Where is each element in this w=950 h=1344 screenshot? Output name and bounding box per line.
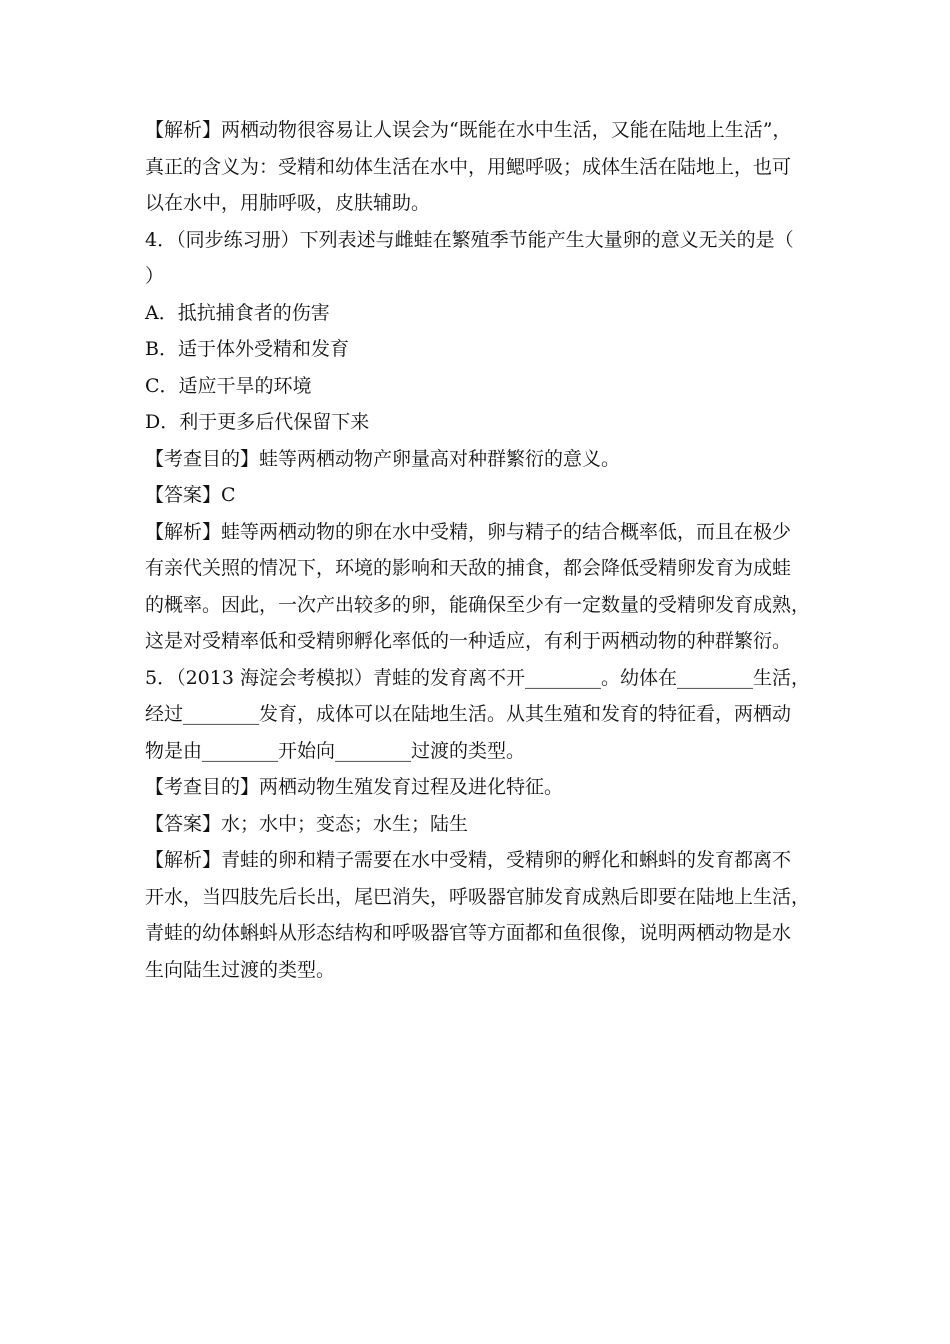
q4-stem-line-1: 4．（同步练习册）下列表述与雌蛙在繁殖季节能产生大量卵的意义无关的是（ [145,228,794,251]
q4-option-a: A．抵抗捕食者的伤害 [145,301,330,324]
q3-analysis [145,112,810,222]
q5-analysis [145,842,810,988]
q4-purpose: 【考查目的】蛙等两栖动物产卵量高对种群繁衍的意义。 [145,447,621,470]
q3-analysis-line-2: 真正的含义为：受精和幼体生活在水中，用鳃呼吸；成体生活在陆地上，也可 [145,155,792,178]
q3-analysis-line-1: 【解析】两栖动物很容易让人误会为“既能在水中生活，又能在陆地上生活”， [145,119,792,141]
q4-analysis-line-2: 有亲代关照的情况下，环境的影响和天敌的捕食，都会降低受精卵发育为成蛙 [145,557,792,579]
q5-stem-line-1: 5．（2013 海淀会考模拟）青蛙的发育离不开________。幼体在________生活， [145,666,810,689]
q4-option-d: D．利于更多后代保留下来 [145,411,370,433]
q5-answer: 【答案】水；水中；变态；水生；陆生 [145,812,469,835]
q5-analysis-line-4: 生向陆生过渡的类型。 [145,958,336,981]
q5-stem-line-3: 物是由________开始向________过渡的类型。 [145,739,526,762]
q4-analysis-line-4: 这是对受精率低和受精卵孵化率低的一种适应，有利于两栖动物的种群繁衍。 [145,630,792,652]
q5-stem-line-2: 经过________发育，成体可以在陆地生活。从其生殖和发育的特征看，两栖动 [145,703,792,725]
q4-analysis [145,514,810,660]
q5-purpose: 【考查目的】两栖动物生殖发育过程及进化特征。 [145,776,564,798]
q4-answer: 【答案】C [145,484,236,506]
q4-option-c: C．适应干旱的环境 [145,374,312,397]
q5-analysis-line-2: 开水，当四肢先后长出，尾巴消失，呼吸器官肺发育成熟后即要在陆地上生活， [145,885,811,908]
document-body [145,112,810,988]
q4-analysis-line-1: 【解析】蛙等两栖动物的卵在水中受精，卵与精子的结合概率低，而且在极少 [145,520,792,543]
q3-analysis-line-3: 以在水中，用肺呼吸，皮肤辅助。 [145,192,431,214]
q4-stem-line-2: ） [145,265,165,287]
q5-stem [145,660,810,770]
q4-analysis-line-3: 的概率。因此，一次产出较多的卵，能确保至少有一定数量的受精卵发育成熟， [145,593,811,616]
q4-option-b: B．适于体外受精和发育 [145,338,349,360]
q5-analysis-line-3: 青蛙的幼体蝌蚪从形态结构和呼吸器官等方面都和鱼很像，说明两栖动物是水 [145,922,792,944]
q5-analysis-line-1: 【解析】青蛙的卵和精子需要在水中受精，受精卵的孵化和蝌蚪的发育都离不 [145,849,792,871]
q4-stem [145,222,810,295]
